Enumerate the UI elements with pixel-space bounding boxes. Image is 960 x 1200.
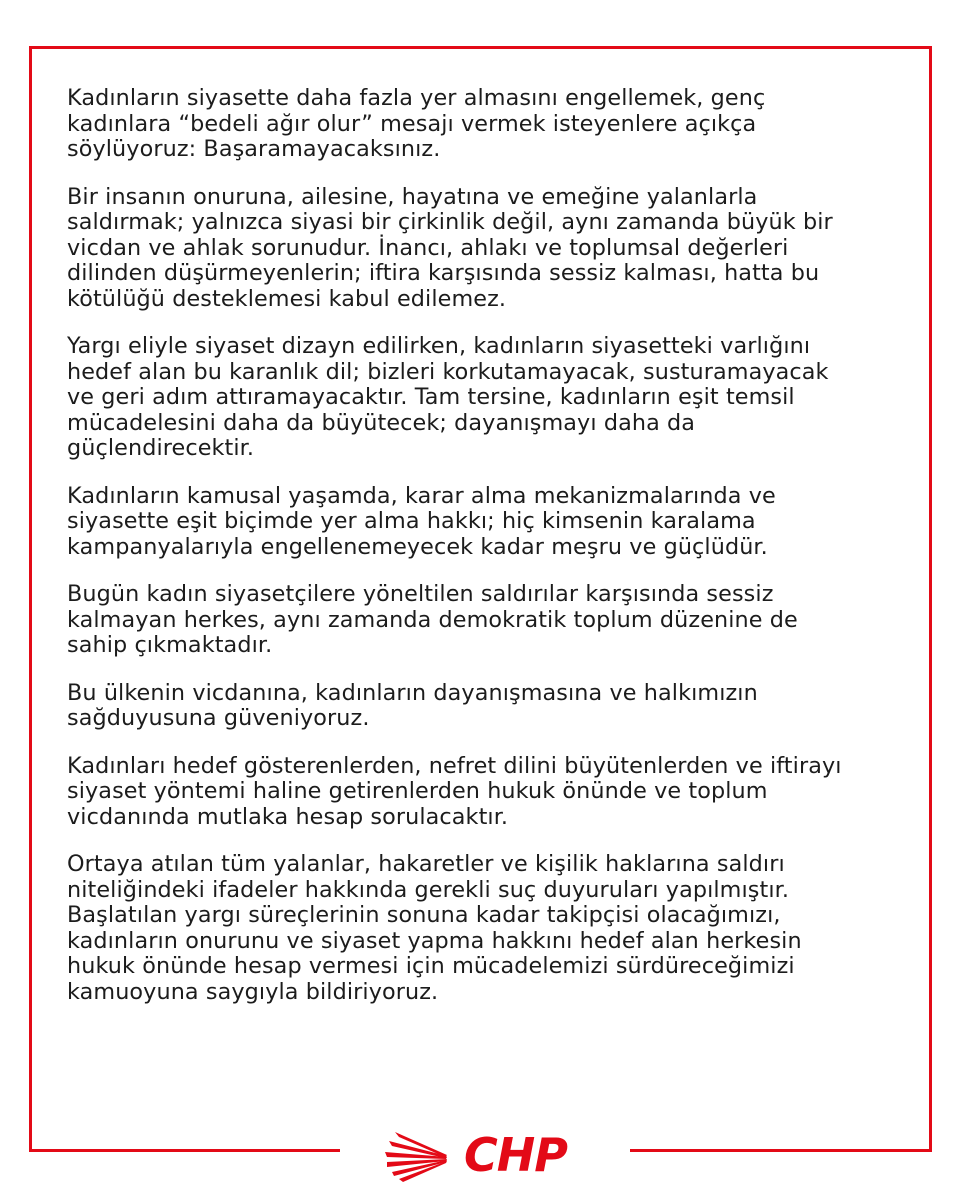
paragraph-2: Bir insanın onuruna, ailesine, hayatına ve emeğine yalanlarla saldırmak; yalnızca siyasi bir çirkinlik değil, aynı zamanda büyük bir vicdan ve ahlak sorunudur. İnancı, ahlakı ve toplumsal değerleri dilinden düşürmeyenlerin; iftira karşısında sessiz kalması, hatta bu kötülüğü desteklemesi kabul edilemez. bbox=[67, 183, 833, 312]
paragraph-1: Kadınların siyasette daha fazla yer almasını engellemek, genç kadınlara “bedeli ağır olur” mesajı vermek isteyenlere açıkça söylüyoruz: Başaramayacaksınız. bbox=[67, 85, 766, 162]
chp-logo-text: CHP bbox=[464, 1128, 567, 1182]
footer-logo bbox=[340, 1124, 630, 1186]
paragraph-8: Ortaya atılan tüm yalanlar, hakaretler ve kişilik haklarına saldırı niteliğindeki ifadeler hakkında gerekli suç duyuruları yapılmıştır. Başlatılan yargı süreçlerinin sonuna kadar takipçisi olacağımızı, kadınların onurunu ve siyaset yapma hakkını hedef alan herkesin hukuk önünde hesap vermesi için mücadelemizi sürdüreceğimizi kamuoyuna saygıyla bildiriyoruz. bbox=[67, 851, 802, 1005]
paragraph-3: Yargı eliyle siyaset dizayn edilirken, kadınların siyasetteki varlığını hedef alan bu karanlık dil; bizleri korkutamayacak, susturamayacak ve geri adım attıramayacaktır. Tam tersine, kadınların eşit temsil mücadelesini daha da büyütecek; dayanışmayı daha da güçlendirecektir. bbox=[67, 333, 829, 461]
paragraph-5: Bugün kadın siyasetçilere yöneltilen saldırılar karşısında sessiz kalmayan herkes, aynı zamanda demokratik toplum düzenine de sahip çıkmaktadır. bbox=[67, 581, 798, 658]
paragraph-7: Kadınları hedef gösterenlerden, nefret dilini büyütenlerden ve iftirayı siyaset yöntemi haline getirenlerden hukuk önünde ve toplum vicdanında mutlaka hesap sorulacaktır. bbox=[67, 752, 842, 830]
six-arrows-icon bbox=[385, 1128, 449, 1182]
paragraph-6: Bu ülkenin vicdanına, kadınların dayanışmasına ve halkımızın sağduyusuna güveniyoruz. bbox=[67, 679, 758, 731]
paragraph-4: Kadınların kamusal yaşamda, karar alma mekanizmalarında ve siyasette eşit biçimde yer alma hakkı; hiç kimsenin karalama kampanyalarıyla engellenemeyecek kadar meşru ve güçlüdür. bbox=[67, 482, 776, 560]
statement-body bbox=[67, 86, 902, 1027]
